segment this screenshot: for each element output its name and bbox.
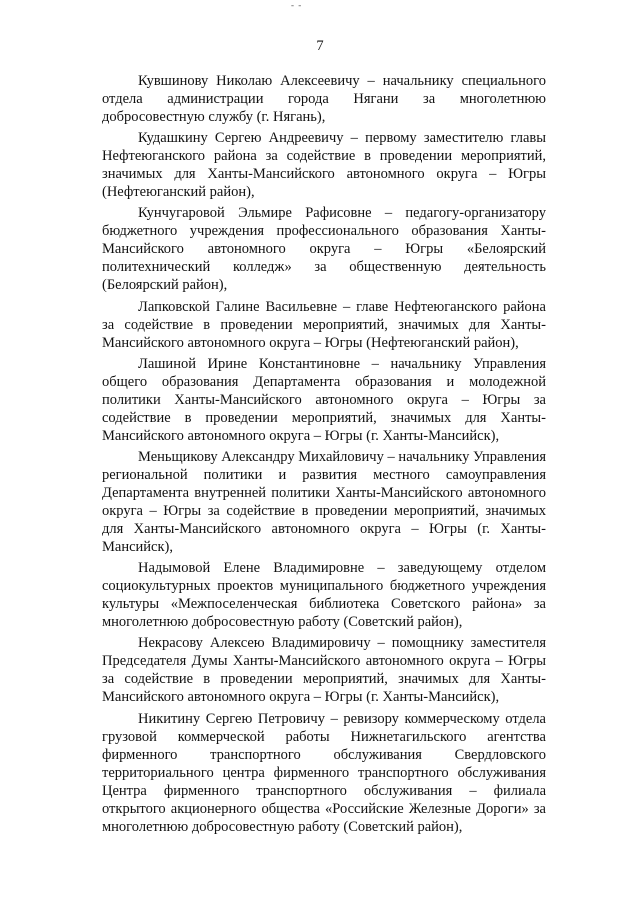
award-entry-kunchugarova: Кунчугаровой Эльмире Рафисовне – педагогу-организатору бюджетного учреждения профессионального образования Ханты-Мансийского автономного округа – Югры «Белоярский политехнический колледж» за общественную деятельность (Белоярский район), bbox=[102, 205, 546, 294]
award-entry-nadymova: Надымовой Елене Владимировне – заведующему отделом социокультурных проектов муниципального бюджетного учреждения культуры «Межпоселенческая библиотека Советского района» за многолетнюю добросовестную работу (Советский район), bbox=[102, 560, 546, 631]
award-entry-kuvshinov: Кувшинову Николаю Алексеевичу – начальнику специального отдела администрации города Нягани за многолетнюю добросовестную службу (г. Нягань), bbox=[102, 73, 546, 125]
page-number: 7 bbox=[316, 38, 324, 54]
top-scan-mark: - - bbox=[291, 0, 303, 10]
award-entry-lashina: Лашиной Ирине Константиновне – начальнику Управления общего образования Департамента образования и молодежной политики Ханты-Мансийского автономного округа – Югры за содействие в проведении мероприятий, значимых для Ханты-Мансийского автономного округа – Югры (г. Ханты-Мансийск), bbox=[102, 355, 546, 444]
document-body bbox=[102, 72, 546, 836]
award-entry-menshchikov: Меньщикову Александру Михайловичу – начальнику Управления региональной политики и развития местного самоуправления Департамента внутренней политики Ханты-Мансийского автономного округа – Югры за содействие в проведении мероприятий, значимых для Ханты-Мансийского автономного округа – Югры (г. Ханты-Мансийск), bbox=[102, 448, 546, 555]
award-entry-lapkovskaya: Лапковской Галине Васильевне – главе Нефтеюганского района за содействие в проведении мероприятий, значимых для Ханты-Мансийского автономного округа – Югры (Нефтеюганский район), bbox=[102, 298, 546, 351]
award-entry-nikitin: Никитину Сергею Петровичу – ревизору коммерческому отдела грузовой коммерческой работы Нижнетагильского агентства фирменного транспортного обслуживания Свердловского территориального центра фирменного транспортного обслуживания Центра фирменного транспортного обслуживания – филиала открытого акционерного общества «Российские Железные Дороги» за многолетнюю добросовестную работу (Советский район), bbox=[102, 710, 546, 835]
award-entry-nekrasov: Некрасову Алексею Владимировичу – помощнику заместителя Председателя Думы Ханты-Мансийского автономного округа – Югры за содействие в проведении мероприятий, значимых для Ханты-Мансийского автономного округа – Югры (г. Ханты-Мансийск), bbox=[102, 635, 546, 706]
award-entry-kudashkin: Кудашкину Сергею Андреевичу – первому заместителю главы Нефтеюганского района за содействие в проведении мероприятий, значимых для Ханты-Мансийского автономного округа – Югры (Нефтеюганский район), bbox=[102, 130, 546, 201]
